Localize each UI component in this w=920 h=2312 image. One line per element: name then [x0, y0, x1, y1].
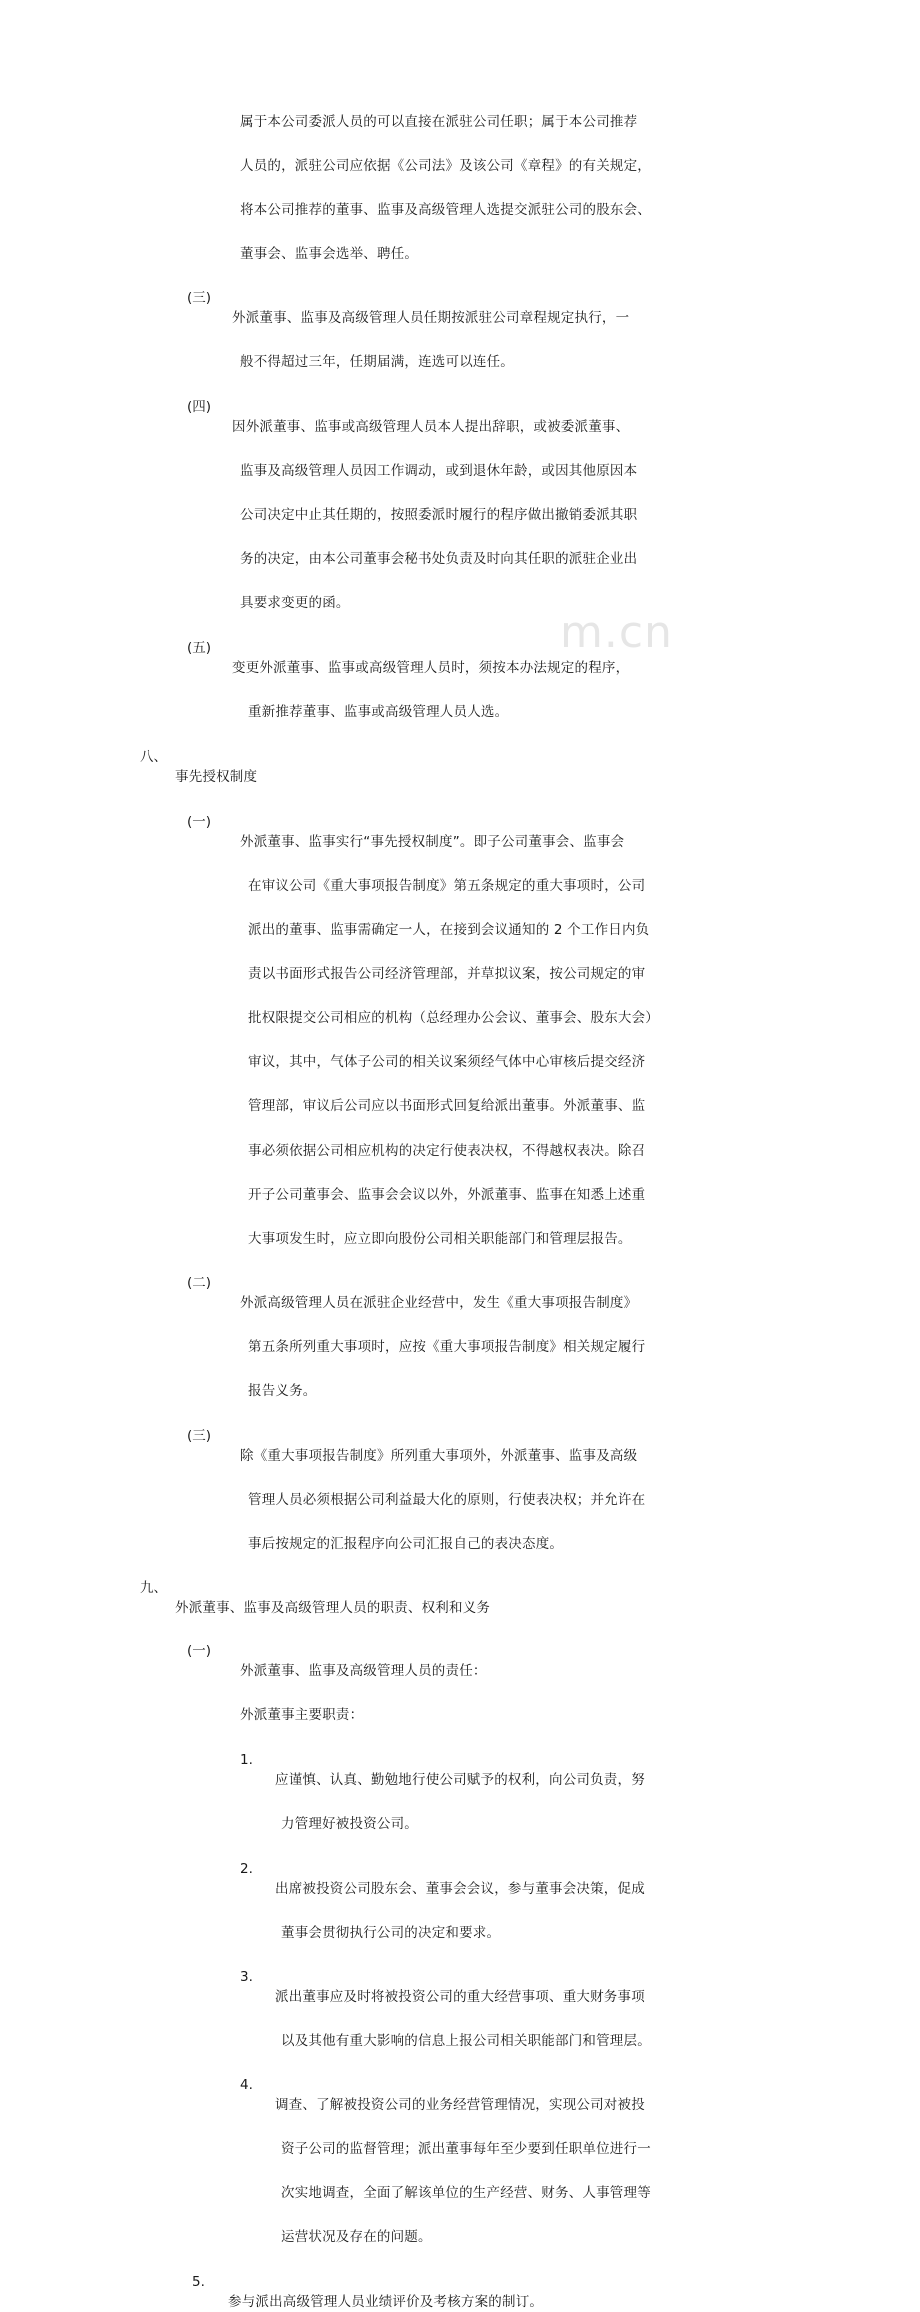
list-number: 4. — [240, 2077, 253, 2093]
clause-marker: (四) — [187, 399, 212, 415]
watermark: m.cn — [560, 607, 673, 658]
paragraph-line: 除《重大事项报告制度》所列重大事项外，外派董事、监事及高级 — [240, 1448, 638, 1464]
list-item-line: 出席被投资公司股东会、董事会会议，参与董事会决策，促成 — [275, 1881, 645, 1897]
paragraph-line: 外派董事主要职责： — [240, 1707, 364, 1723]
paragraph-line: 外派董事、监事及高级管理人员的责任： — [240, 1663, 487, 1679]
paragraph-line: 因外派董事、监事或高级管理人员本人提出辞职，或被委派董事、 — [232, 419, 630, 435]
clause-marker: (二) — [187, 1275, 212, 1291]
clause-marker: (三) — [187, 290, 212, 306]
paragraph-line: 在审议公司《重大事项报告制度》第五条规定的重大事项时，公司 — [248, 878, 646, 894]
list-item-line: 资子公司的监督管理；派出董事每年至少要到任职单位进行一 — [281, 2141, 651, 2157]
paragraph-line: 般不得超过三年，任期届满，连选可以连任。 — [240, 354, 514, 370]
paragraph-line: 事必须依据公司相应机构的决定行使表决权，不得越权表决。除召 — [248, 1143, 646, 1159]
paragraph-line: 变更外派董事、监事或高级管理人员时，须按本办法规定的程序， — [232, 660, 630, 676]
section-heading: 外派董事、监事及高级管理人员的职责、权利和义务 — [175, 1600, 491, 1616]
paragraph-line: 外派董事、监事及高级管理人员任期按派驻公司章程规定执行，一 — [232, 310, 630, 326]
paragraph-line: 管理人员必须根据公司利益最大化的原则，行使表决权；并允许在 — [248, 1492, 646, 1508]
paragraph-line: 第五条所列重大事项时，应按《重大事项报告制度》相关规定履行 — [248, 1339, 646, 1355]
paragraph-line: 公司决定中止其任期的，按照委派时履行的程序做出撤销委派其职 — [240, 507, 638, 523]
clause-marker: (五) — [187, 640, 212, 656]
paragraph-line: 属于本公司委派人员的可以直接在派驻公司任职；属于本公司推荐 — [240, 114, 638, 130]
paragraph-line: 务的决定，由本公司董事会秘书处负责及时向其任职的派驻企业出 — [240, 551, 638, 567]
list-item-line: 调查、了解被投资公司的业务经营管理情况，实现公司对被投 — [275, 2097, 645, 2113]
section-heading: 事先授权制度 — [175, 769, 258, 785]
paragraph-line: 报告义务。 — [248, 1383, 317, 1399]
paragraph-line: 管理部，审议后公司应以书面形式回复给派出董事。外派董事、监 — [248, 1098, 646, 1114]
list-number: 3. — [240, 1969, 253, 1985]
paragraph-line: 董事会、监事会选举、聘任。 — [240, 246, 419, 262]
list-number: 1. — [240, 1752, 253, 1768]
paragraph-line: 审议，其中，气体子公司的相关议案须经气体中心审核后提交经济 — [248, 1054, 646, 1070]
clause-marker: (一) — [187, 814, 212, 830]
list-item-line: 次实地调查，全面了解该单位的生产经营、财务、人事管理等 — [281, 2185, 651, 2201]
paragraph-line: 责以书面形式报告公司经济管理部，并草拟议案，按公司规定的审 — [248, 966, 646, 982]
paragraph-line: 大事项发生时，应立即向股份公司相关职能部门和管理层报告。 — [248, 1231, 632, 1247]
paragraph-line: 将本公司推荐的董事、监事及高级管理人选提交派驻公司的股东会、 — [240, 202, 651, 218]
paragraph-line: 事后按规定的汇报程序向公司汇报自己的表决态度。 — [248, 1536, 564, 1552]
list-item-line: 应谨慎、认真、勤勉地行使公司赋予的权利，向公司负责，努 — [275, 1772, 645, 1788]
list-item-line: 运营状况及存在的问题。 — [281, 2229, 432, 2245]
paragraph-line: 派出的董事、监事需确定一人，在接到会议通知的 2 个工作日内负 — [248, 922, 650, 938]
paragraph-line: 外派董事、监事实行“事先授权制度”。即子公司董事会、监事会 — [240, 834, 625, 850]
section-number: 九、 — [140, 1580, 167, 1596]
clause-marker: (三) — [187, 1428, 212, 1444]
list-item-line: 派出董事应及时将被投资公司的重大经营事项、重大财务事项 — [275, 1989, 645, 2005]
paragraph-line: 人员的，派驻公司应依据《公司法》及该公司《章程》的有关规定， — [240, 158, 651, 174]
list-item-line: 董事会贯彻执行公司的决定和要求。 — [281, 1925, 501, 1941]
paragraph-line: 批权限提交公司相应的机构（总经理办公会议、董事会、股东大会） — [248, 1010, 659, 1026]
list-item-line: 以及其他有重大影响的信息上报公司相关职能部门和管理层。 — [281, 2033, 651, 2049]
paragraph-line: 外派高级管理人员在派驻企业经营中，发生《重大事项报告制度》 — [240, 1295, 638, 1311]
paragraph-line: 具要求变更的函。 — [240, 595, 350, 611]
paragraph-line: 重新推荐董事、监事或高级管理人员人选。 — [248, 704, 509, 720]
list-item-line: 参与派出高级管理人员业绩评价及考核方案的制订。 — [228, 2294, 544, 2310]
list-number: 2. — [240, 1861, 253, 1877]
paragraph-line: 开子公司董事会、监事会会议以外，外派董事、监事在知悉上述重 — [248, 1187, 646, 1203]
section-number: 八、 — [140, 749, 167, 765]
list-item-line: 力管理好被投资公司。 — [281, 1816, 418, 1832]
list-number: 5. — [192, 2274, 205, 2290]
paragraph-line: 监事及高级管理人员因工作调动，或到退休年龄，或因其他原因本 — [240, 463, 638, 479]
clause-marker: (一) — [187, 1643, 212, 1659]
